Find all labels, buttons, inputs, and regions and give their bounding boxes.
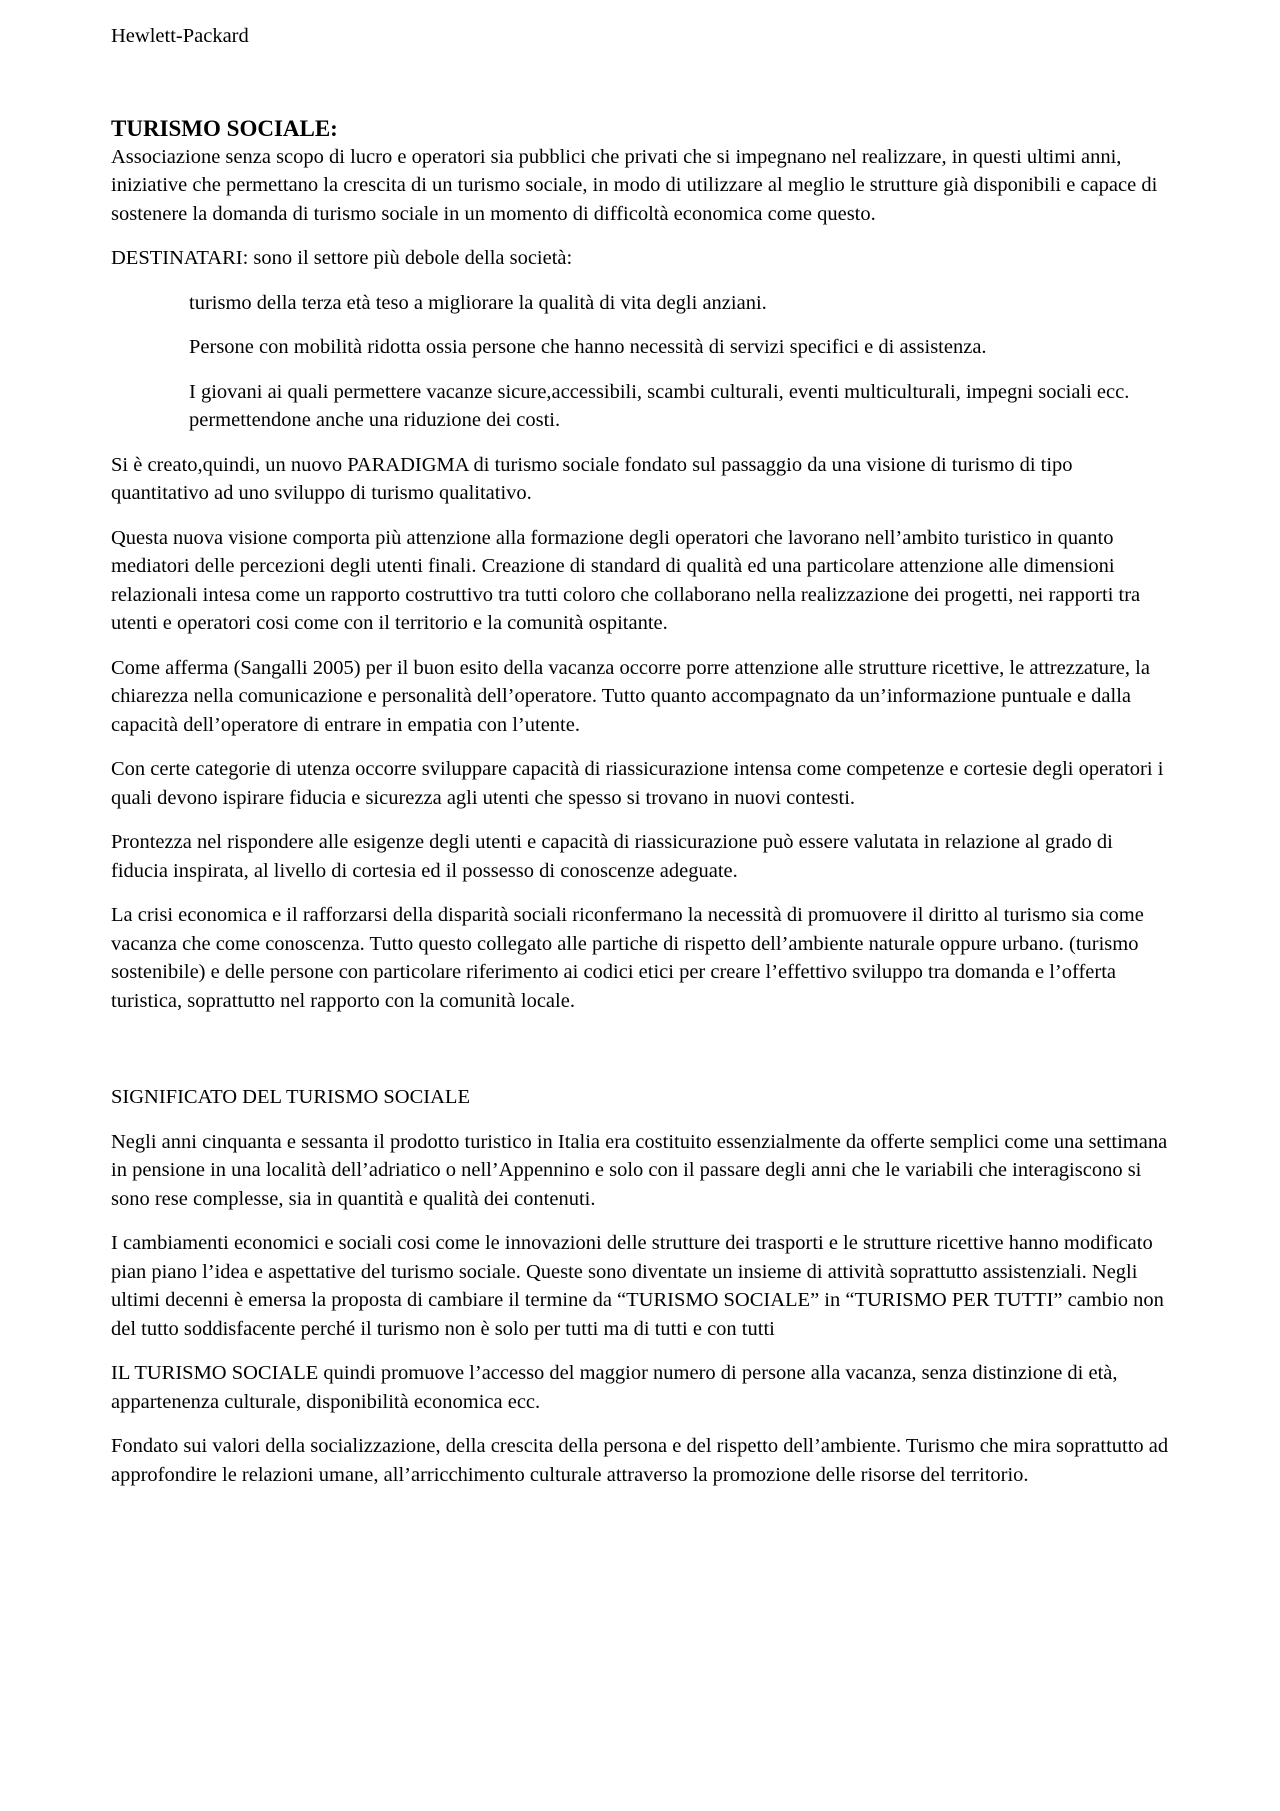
body-paragraph: Fondato sui valori della socializzazione, della crescita della persona e del rispetto dell’ambiente. Turismo che mira soprattutto ad approfondire le relazioni umane, all’arricchimento culturale attraverso la promozione delle risorse del territorio. [111, 1435, 1169, 1486]
section-title-significato: SIGNIFICATO DEL TURISMO SOCIALE [111, 1086, 470, 1108]
page-header: Hewlett-Packard [111, 25, 249, 47]
intro-paragraph: Associazione senza scopo di lucro e operatori sia pubblici che privati che si impegnano nel realizzare, in questi ultimi anni, iniziative che permettano la crescita di un turismo sociale, in modo di utilizzare al meglio le strutture già disponibili e capace di sostenere la domanda di turismo sociale in un momento di difficoltà economica come questo. [111, 145, 1158, 225]
body-paragraph: I cambiamenti economici e sociali cosi come le innovazioni delle strutture dei trasporti e le strutture ricettive hanno modificato pian piano l’idea e aspettative del turismo sociale. Queste sono diventate un insieme di attività soprattutto assistenziali. Negli ultimi decenni è emersa la proposta di cambiare il termine da “TURISMO SOCIALE” in “TURISMO PER TUTTI” cambio non del tutto soddisfacente perché il turismo non è solo per tutti ma di tutti e con tutti [111, 1232, 1164, 1340]
body-paragraph: Si è creato,quindi, un nuovo PARADIGMA di turismo sociale fondato sul passaggio da una visione di turismo di tipo quantitativo ad uno sviluppo di turismo qualitativo. [111, 453, 1073, 504]
section-title-turismo-sociale: TURISMO SOCIALE: [111, 115, 338, 141]
body-paragraph: Negli anni cinquanta e sessanta il prodotto turistico in Italia era costituito essenzialmente da offerte semplici come una settimana in pensione in una località dell’adriatico o nell’Appennino e solo con il passare degli anni che le variabili che interagiscono si sono rese complesse, sia in quantità e qualità dei contenuti. [111, 1130, 1168, 1210]
body-paragraph: Prontezza nel rispondere alle esigenze degli utenti e capacità di riassicurazione può essere valutata in relazione al grado di fiducia inspirata, al livello di cortesia ed il possesso di conoscenze adeguate. [111, 831, 1113, 882]
destinatari-paragraph: DESTINATARI: sono il settore più debole della società: [111, 247, 573, 269]
body-paragraph: Come afferma (Sangalli 2005) per il buon esito della vacanza occorre porre attenzione alle strutture ricettive, le attrezzature, la chiarezza nella comunicazione e personalità dell’operatore. Tutto quanto accompagnato da un’informazione puntuale e dalla capacità dell’operatore di entrare in empatia con l’utente. [111, 656, 1150, 736]
body-paragraph: IL TURISMO SOCIALE quindi promuove l’accesso del maggior numero di persone alla vacanza, senza distinzione di età, appartenenza culturale, disponibilità economica ecc. [111, 1362, 1118, 1413]
document-page [111, 22, 1173, 1505]
list-item: Persone con mobilità ridotta ossia persone che hanno necessità di servizi specifici e di assistenza. [189, 336, 987, 358]
body-paragraph: Con certe categorie di utenza occorre sviluppare capacità di riassicurazione intensa come competenze e cortesie degli operatori i quali devono ispirare fiducia e sicurezza agli utenti che spesso si trovano in nuovi contesti. [111, 758, 1164, 809]
list-item: I giovani ai quali permettere vacanze sicure,accessibili, scambi culturali, eventi multiculturali, impegni sociali ecc. permettendone anche una riduzione dei costi. [189, 380, 1130, 431]
body-paragraph: Questa nuova visione comporta più attenzione alla formazione degli operatori che lavorano nell’ambito turistico in quanto mediatori delle percezioni degli utenti finali. Creazione di standard di qualità ed una particolare attenzione alle dimensioni relazionali intesa come un rapporto costruttivo tra tutti coloro che collaborano nella realizzazione dei progetti, nei rapporti tra utenti e operatori cosi come con il territorio e la comunità ospitante. [111, 526, 1141, 634]
list-item: turismo della terza età teso a migliorare la qualità di vita degli anziani. [189, 291, 767, 314]
body-paragraph: La crisi economica e il rafforzarsi della disparità sociali riconfermano la necessità di promuovere il diritto al turismo sia come vacanza che come conoscenza. Tutto questo collegato alle partiche di rispetto dell’ambiente naturale oppure urbano. (turismo sostenibile) e delle persone con particolare riferimento ai codici etici per creare l’effettivo sviluppo tra domanda e l’offerta turistica, soprattutto nel rapporto con la comunità locale. [111, 904, 1144, 1012]
